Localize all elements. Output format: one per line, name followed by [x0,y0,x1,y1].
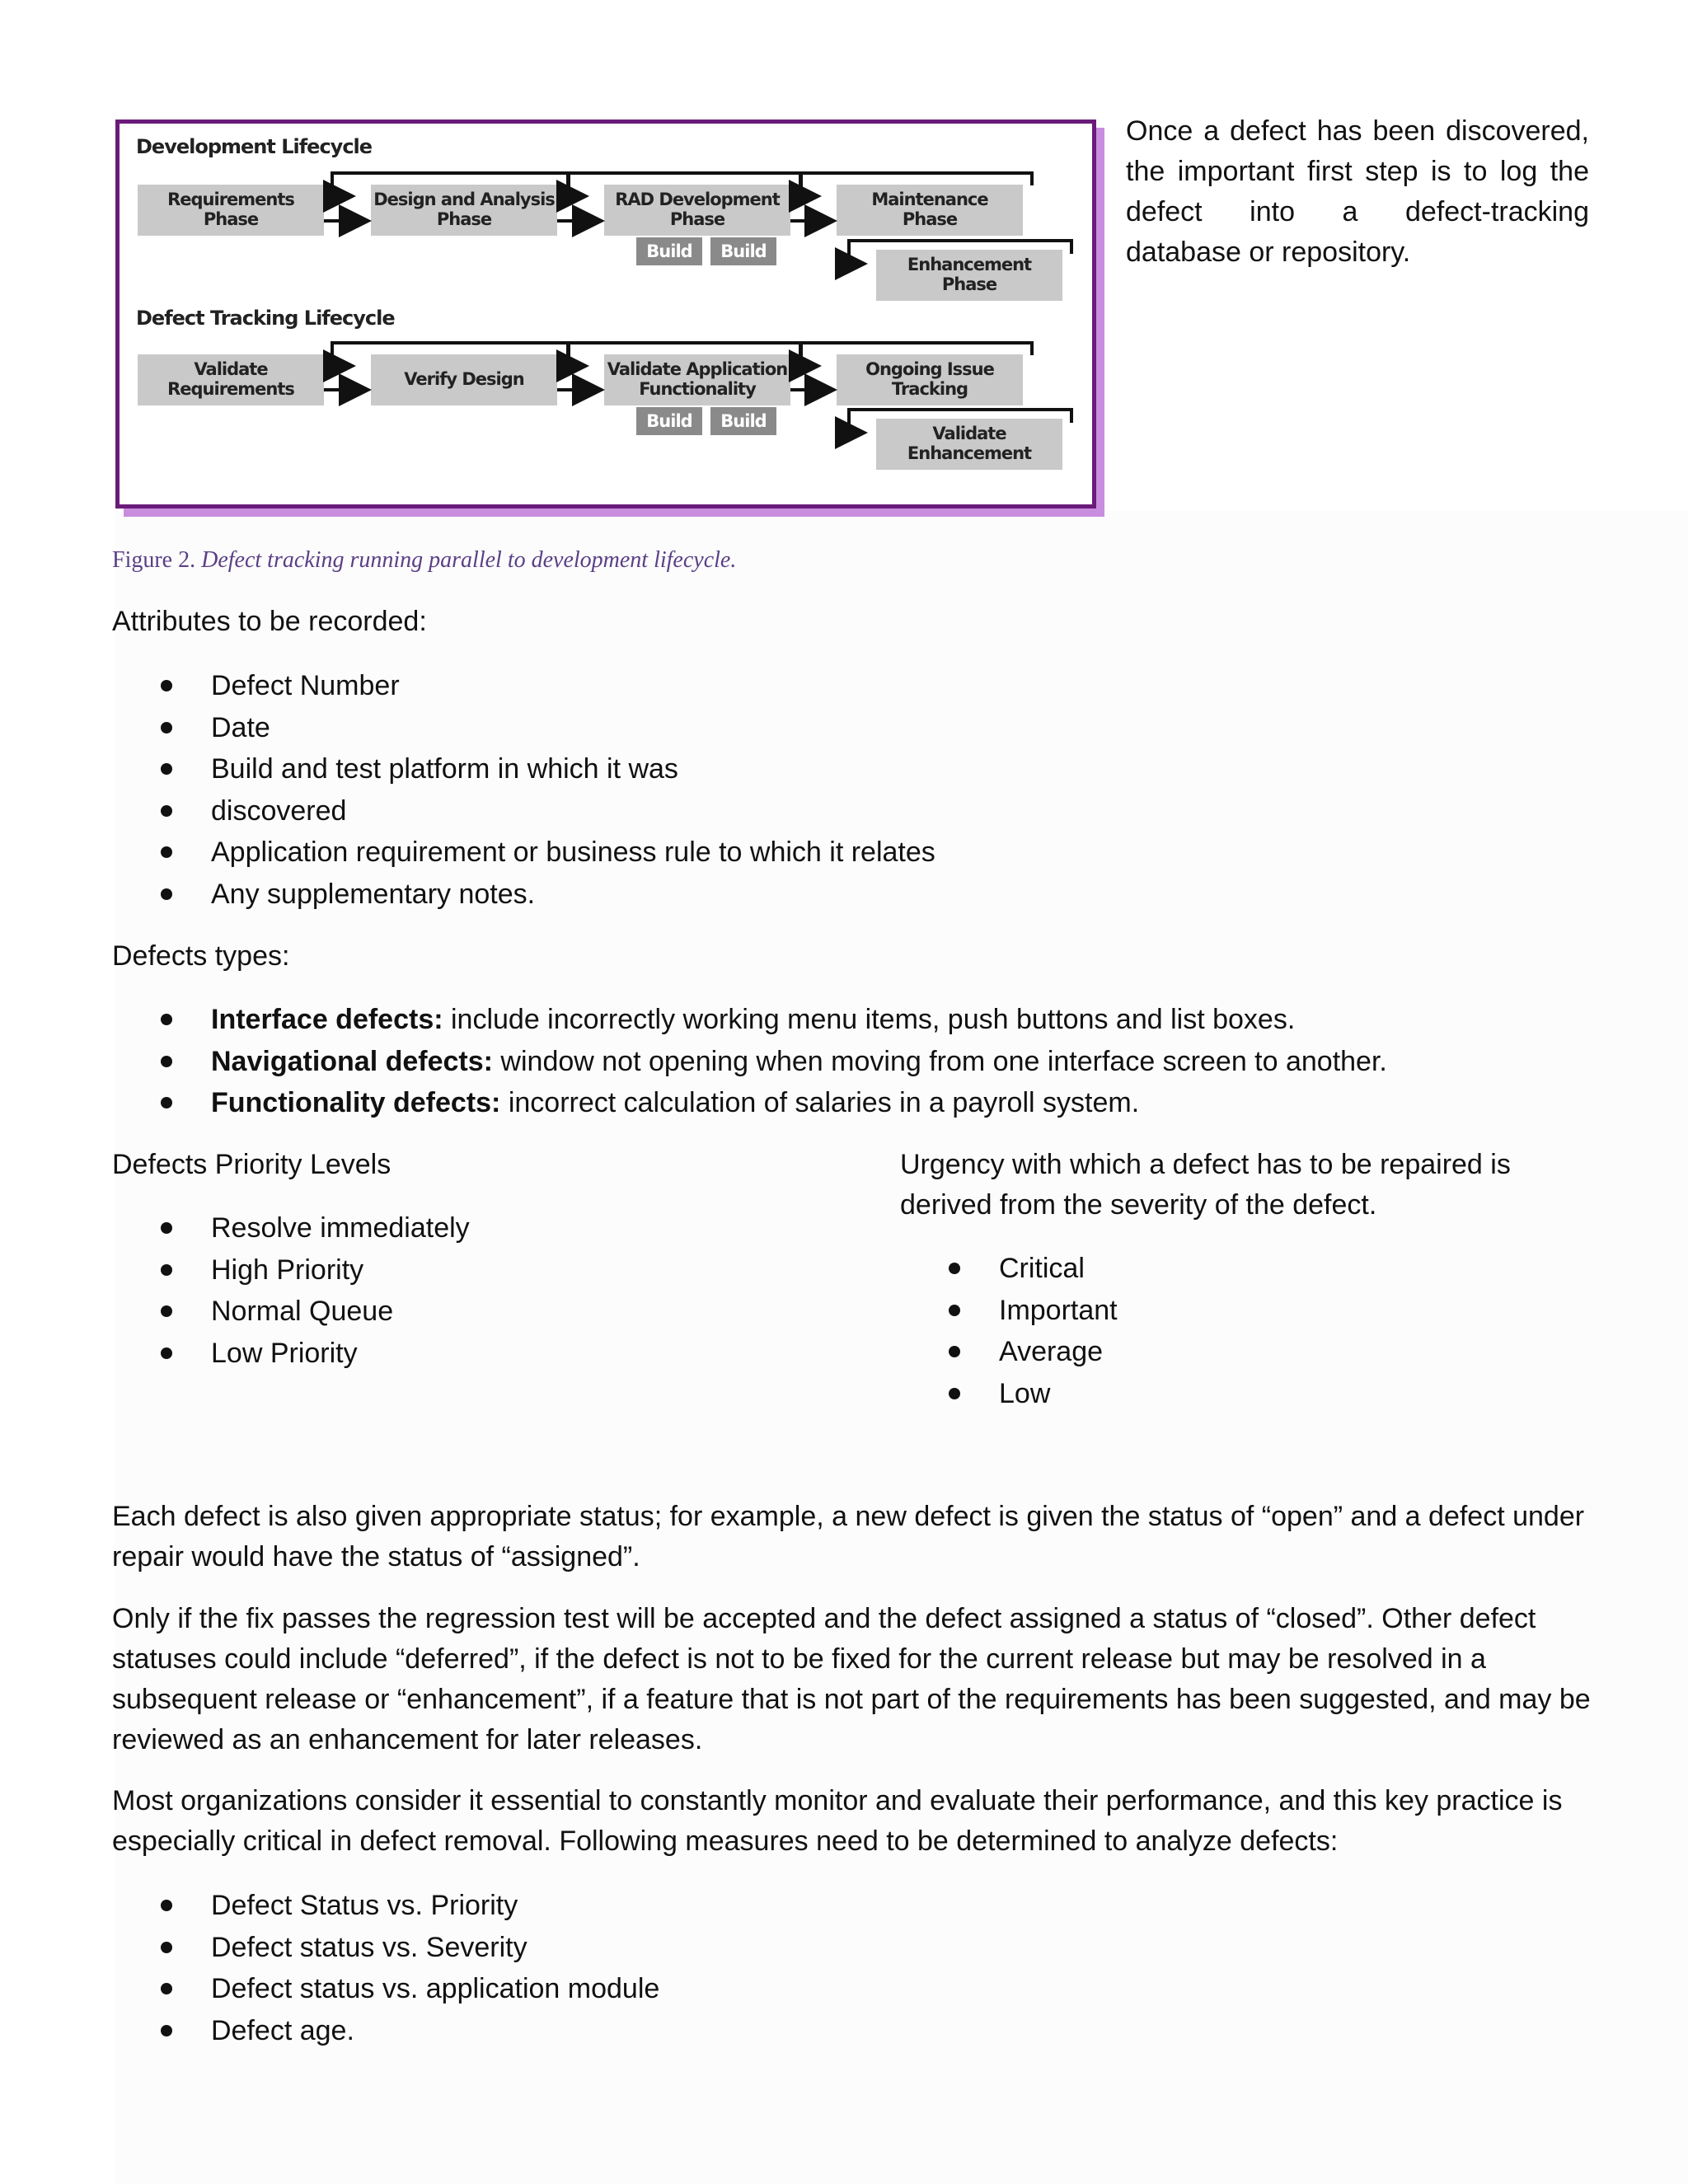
build-label: Build [720,411,767,431]
type-label: Navigational defects: [211,1045,493,1077]
attributes-list [112,666,1101,916]
measures-paragraph: Most organizations consider it essential to constantly monitor and evaluate their performance, and this key practice is especially critical in defect removal. Following measures need to be determined to analyze defects: [112,1785,1563,1857]
list-item: Normal Queue [112,1291,771,1333]
list-item [112,1000,1612,1042]
list-item: Low Priority [112,1333,771,1376]
defect-validate-req-label: Validate Requirements [167,359,294,399]
list-item: Average [900,1332,1559,1374]
build-label: Build [646,411,692,431]
priority-list [112,1208,771,1375]
dev-enhancement-label: Enhancement Phase [907,255,1032,294]
intro-paragraph: Once a defect has been discovered, the important first step is to log the defect into a defect-tracking database or repository. [1126,115,1589,268]
types-heading: Defects types: [112,940,290,972]
type-text: incorrect calculation of salaries in a payroll system. [500,1087,1140,1118]
caption-prefix: Figure 2. [112,547,196,573]
list-item [112,1042,1612,1084]
defect-validate-enh-label: Validate Enhancement [907,424,1032,463]
dev-lifecycle-title: Development Lifecycle [136,135,373,158]
defect-lifecycle-title: Defect Tracking Lifecycle [136,307,395,330]
list-item: discovered [112,791,1101,833]
dev-design-label: Design and Analysis Phase [373,190,555,229]
build-label: Build [646,241,692,261]
caption-text: Defect tracking running parallel to development lifecycle. [201,547,737,573]
attributes-heading: Attributes to be recorded: [112,606,427,637]
lifecycle-figure [115,120,1096,509]
list-item: Defect age. [112,2011,1101,2053]
list-item: Critical [900,1249,1559,1291]
list-item: Resolve immediately [112,1208,771,1250]
severity-list [900,1249,1559,1415]
build-label: Build [720,241,767,261]
list-item: Important [900,1291,1559,1333]
type-text: include incorrectly working menu items, push buttons and list boxes. [443,1004,1296,1035]
regression-paragraph: Only if the fix passes the regression test will be accepted and the defect assigned a status of “closed”. Other defect statuses could include “deferred”, if the defect is not to be fixed for the current release but may be resolved in a subsequent release or “enhancement”, if a feature that is not part of the requirements has been suggested, and may be reviewed as an enhancement for later releases. [112,1603,1591,1755]
list-item: Defect status vs. Severity [112,1928,1101,1970]
dev-rad-label: RAD Development Phase [615,190,780,229]
severity-heading: Urgency with which a defect has to be repaired is derived from the severity of the defect. [900,1149,1511,1221]
type-label: Interface defects: [211,1004,443,1035]
dev-requirements-label: Requirements Phase [167,190,294,229]
defect-ongoing-label: Ongoing Issue Tracking [865,359,994,399]
figure-caption [112,547,736,574]
list-item: Low [900,1374,1559,1416]
list-item: Defect status vs. application module [112,1969,1101,2011]
defect-verify-design-label: Verify Design [404,369,524,389]
dev-maintenance-label: Maintenance Phase [871,190,988,229]
defect-validate-app-label: Validate Application Functionality [607,359,788,399]
list-item: Date [112,708,1101,750]
priority-heading: Defects Priority Levels [112,1149,392,1180]
measures-list [112,1886,1101,2052]
list-item: Defect Number [112,666,1101,708]
types-list [112,1000,1612,1125]
list-item: Application requirement or business rule to which it relates [112,832,1101,874]
list-item [112,1083,1612,1125]
list-item: Defect Status vs. Priority [112,1886,1101,1928]
status-paragraph: Each defect is also given appropriate status; for example, a new defect is given the status of “open” and a defect under repair would have the status of “assigned”. [112,1501,1585,1572]
list-item: High Priority [112,1250,771,1292]
type-text: window not opening when moving from one interface screen to another. [492,1045,1387,1077]
type-label: Functionality defects: [211,1087,501,1118]
list-item: Build and test platform in which it was [112,749,1101,791]
list-item: Any supplementary notes. [112,874,1101,916]
